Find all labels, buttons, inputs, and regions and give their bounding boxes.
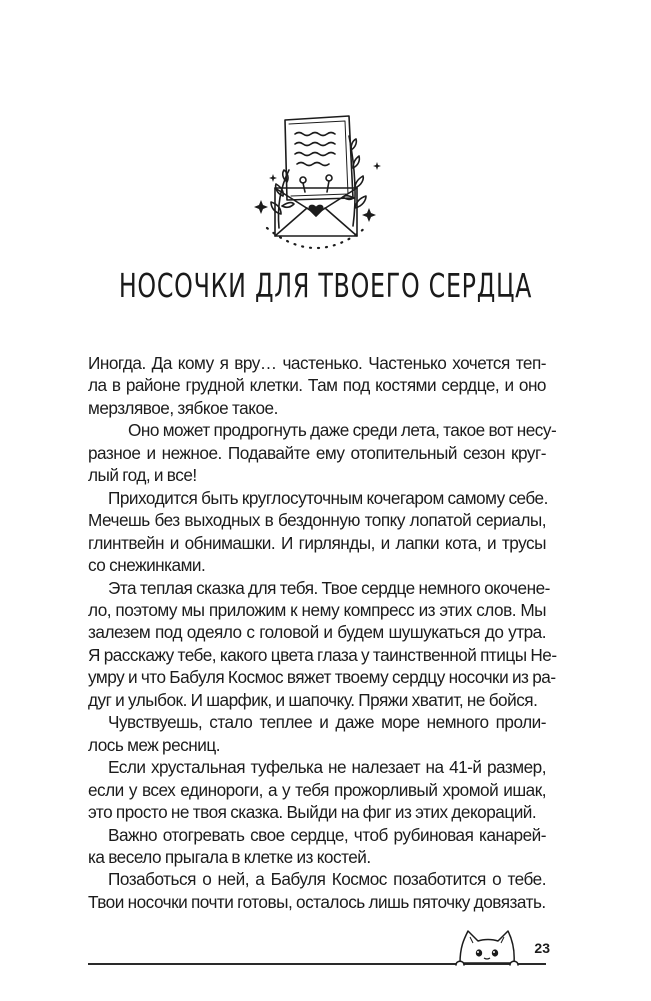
paragraph-5: Чувствуешь, стало теплее и даже море немного проли- лось меж ресниц. [88, 712, 546, 755]
page-number: 23 [534, 940, 550, 956]
paragraph-7: Важно отогревать свое сердце, чтоб рубиновая канарей- ка весело прыгала в клетке из костей. [88, 824, 546, 867]
paragraph-6: Если хрустальная туфелька не налезает на 41-й размер, если у всех единороги, а у тебя прожорливый хромой ишак, это просто не твоя сказка. Выйди на фиг из этих декораций. [88, 757, 546, 823]
paragraph-3: Приходится быть круглосуточным кочегаром самому себе. Мечешь без выходных в бездонную топку лопатой сериалы, глинтвейн и обнимашки. И гирлянды, и лапки кота, и трусы со снежинками. [88, 487, 548, 576]
paragraph-2: Оно может продрогнуть даже среди лета, такое вот несу- разное и нежное. Подавайте ему отопительный сезон круг- лый год, и все! [88, 420, 557, 486]
peeking-cat-icon [452, 925, 522, 977]
paragraph-8: Позаботься о ней, а Бабуля Космос позаботится о тебе. Твои носочки почти готовы, осталось лишь пяточку довязать. [88, 869, 546, 912]
envelope-letter-icon [245, 96, 387, 252]
chapter-title: НОСОЧКИ ДЛЯ ТВОЕГО СЕРДЦА [118, 266, 533, 305]
paragraph-4: Эта теплая сказка для тебя. Твое сердце немного окочене- ло, поэтому мы приложим к нему компресс из этих слов. Мы залезем под одеяло с головой и будем шушукаться до утра. Я расскажу тебе, какого цвета глаза у таинственной птицы Не- умру и что Бабуля Космос вяжет твоему сердцу носочки из ра- дуг и улыбок. И шарфик, и шапочку. Пряжи хватит, не бойся. [88, 577, 557, 710]
chapter-body [88, 352, 557, 913]
paragraph-1: Иногда. Да кому я вру… частенько. Частенько хочется теп- ла в районе грудной клетки. Там под костями сердце, и оно мерзлявое, зябкое такое. [88, 353, 546, 418]
